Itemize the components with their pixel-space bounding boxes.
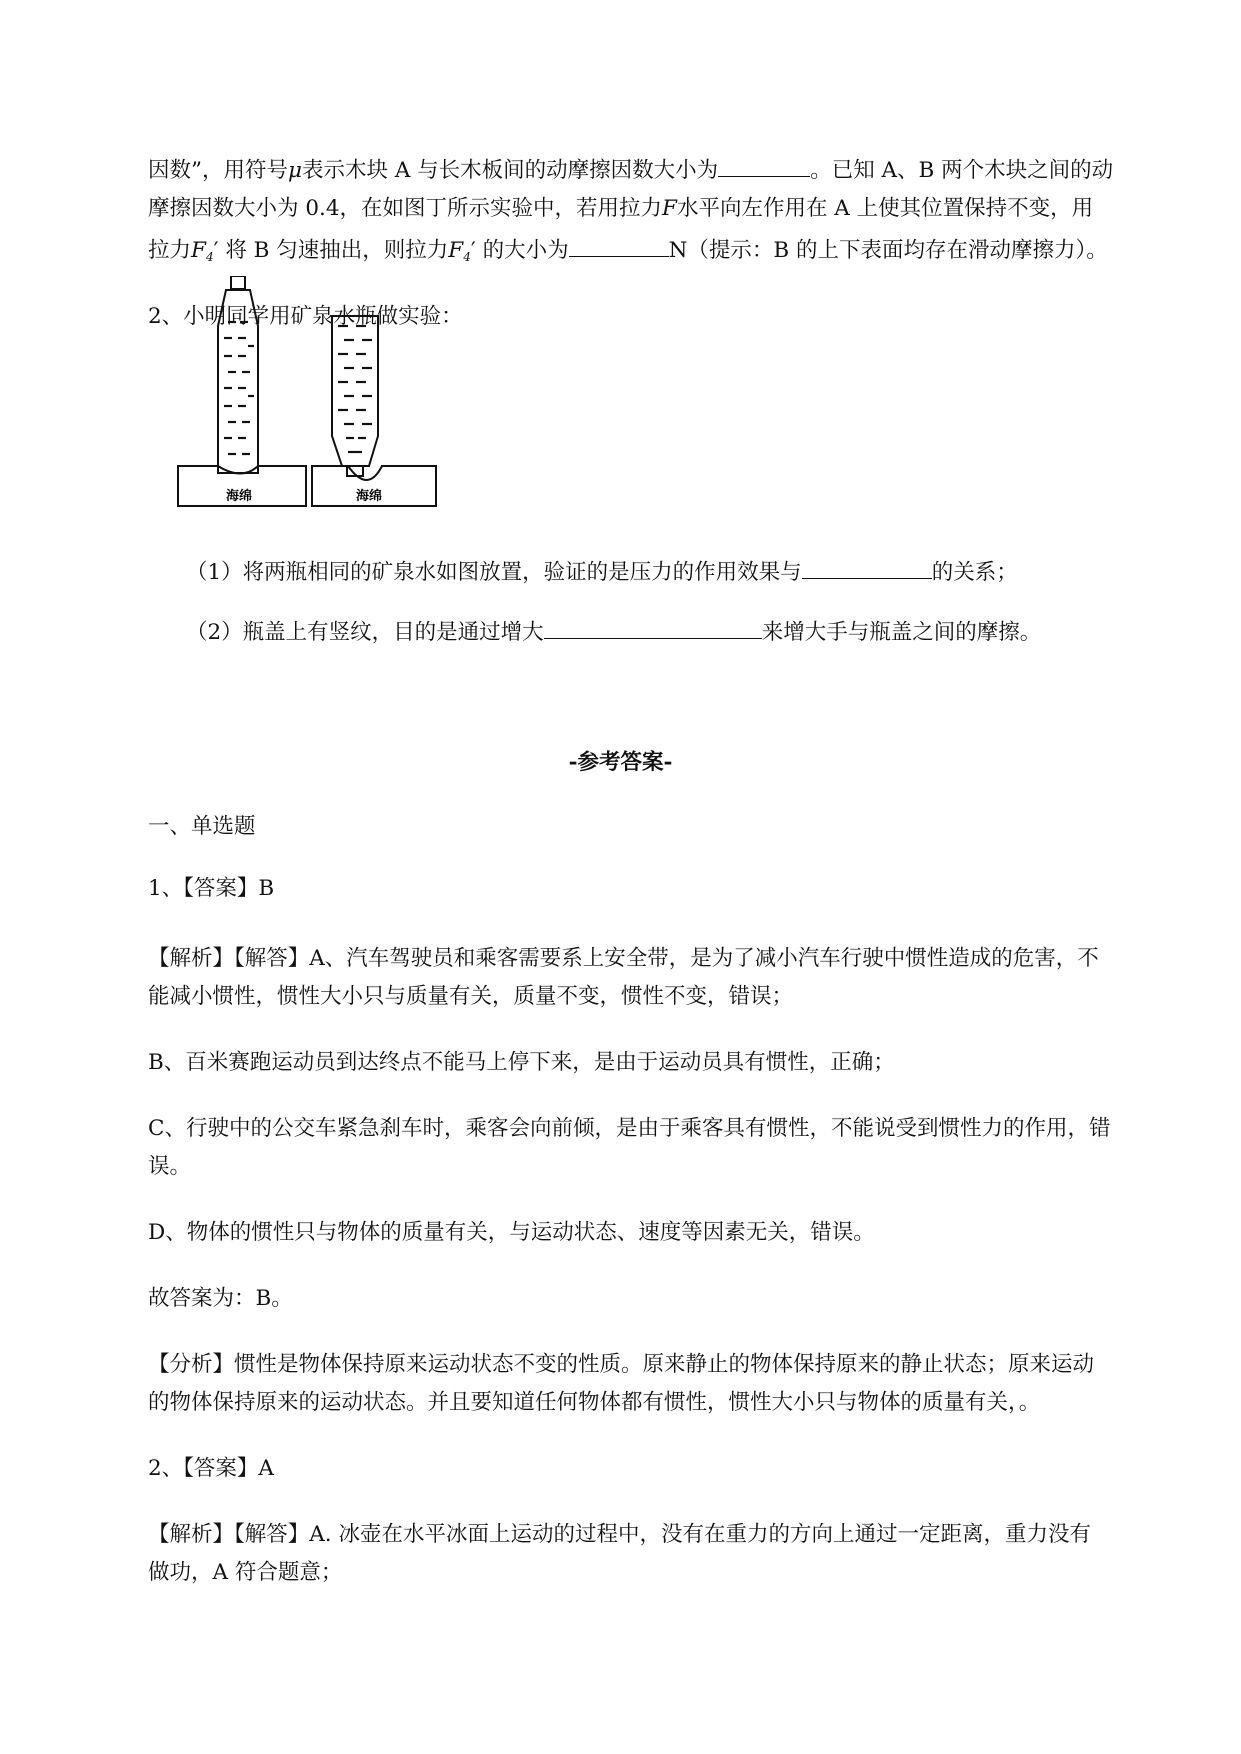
explanation-line: 【解析】【解答】A. 冰壶在水平冰面上运动的过程中，没有在重力的方向上通过一定距离，重力没有 bbox=[148, 1522, 1091, 1547]
subscript: 4 bbox=[205, 250, 214, 264]
answer-blank bbox=[718, 156, 810, 177]
section-title: 一、单选题 bbox=[148, 814, 256, 839]
q2-title: 2、小明同学用矿泉水瓶做实验： bbox=[148, 304, 463, 329]
sponge-label-right: 海绵 bbox=[356, 489, 383, 504]
explanation-line: 能减小惯性，惯性大小只与质量有关，质量不变，惯性不变，错误； bbox=[148, 984, 794, 1009]
q2-sub-2 bbox=[186, 618, 1041, 648]
sponge-label-left: 海绵 bbox=[226, 489, 253, 504]
answers-heading: -参考答案- bbox=[568, 750, 673, 775]
q1-line-1 bbox=[148, 156, 1113, 186]
q1-line-2 bbox=[148, 194, 1093, 224]
mu-symbol: μ bbox=[288, 158, 302, 183]
answer-1: 1、【答案】B bbox=[148, 876, 275, 901]
figure-drawing bbox=[176, 276, 438, 510]
explanation-line: 【解析】【解答】A、汽车驾驶员和乘客需要系上安全带，是为了减小汽车行驶中惯性造成的危害，不 bbox=[148, 946, 1099, 971]
force-symbol: F bbox=[191, 238, 206, 263]
text: 将 B 匀速抽出，则拉力 bbox=[225, 238, 449, 263]
text: N（提示：B 的上下表面均存在滑动摩擦力）。 bbox=[668, 238, 1108, 263]
explanation-line: B、百米赛跑运动员到达终点不能马上停下来，是由于运动员具有惯性，正确； bbox=[148, 1050, 895, 1075]
text: （2）瓶盖上有竖纹，目的是通过增大 bbox=[186, 620, 544, 645]
text: 的大小为 bbox=[482, 238, 569, 263]
text: 因数”，用符号 bbox=[148, 158, 288, 183]
prime: ′ bbox=[470, 238, 476, 263]
answer-blank bbox=[544, 618, 762, 639]
text: 来增大手与瓶盖之间的摩擦。 bbox=[761, 620, 1042, 645]
text: 摩擦因数大小为 0.4，在如图丁所示实验中，若用拉力 bbox=[148, 196, 663, 221]
result-line: 故答案为：B。 bbox=[148, 1286, 293, 1311]
text: 水平向左作用在 A 上使其位置保持不变，用 bbox=[676, 196, 1094, 221]
prime: ′ bbox=[213, 238, 219, 263]
force-symbol: F bbox=[662, 196, 677, 221]
explanation-line: 误。 bbox=[148, 1154, 192, 1179]
explanation-line: C、行驶中的公交车紧急刹车时，乘客会向前倾，是由于乘客具有惯性，不能说受到惯性力的作用，错 bbox=[148, 1116, 1111, 1141]
text: 的关系； bbox=[931, 560, 1018, 585]
answer-blank bbox=[569, 236, 669, 257]
bottle-sponge-figure bbox=[176, 276, 438, 510]
text: （1）将两瓶相同的矿泉水如图放置，验证的是压力的作用效果与 bbox=[186, 560, 802, 585]
subscript: 4 bbox=[463, 250, 471, 264]
explanation-line: 做功，A 符合题意； bbox=[148, 1560, 343, 1585]
analysis-line: 【分析】惯性是物体保持原来运动状态不变的性质。原来静止的物体保持原来的静止状态；原来运动 bbox=[148, 1352, 1095, 1377]
analysis-line: 的物体保持原来的运动状态。并且要知道任何物体都有惯性，惯性大小只与物体的质量有关，。 bbox=[148, 1390, 1041, 1415]
answer-blank bbox=[802, 558, 932, 579]
force-symbol: F bbox=[448, 238, 464, 263]
text: 拉力 bbox=[148, 238, 192, 263]
text: 。已知 A、B 两个木块之间的动 bbox=[810, 158, 1114, 183]
q2-sub-1 bbox=[186, 558, 1018, 588]
answer-2: 2、【答案】A bbox=[148, 1456, 274, 1481]
explanation-line: D、物体的惯性只与物体的质量有关，与运动状态、速度等因素无关，错误。 bbox=[148, 1220, 875, 1245]
text: 表示木块 A 与长木板间的动摩擦因数大小为 bbox=[301, 158, 719, 183]
q1-line-3 bbox=[148, 236, 1108, 272]
